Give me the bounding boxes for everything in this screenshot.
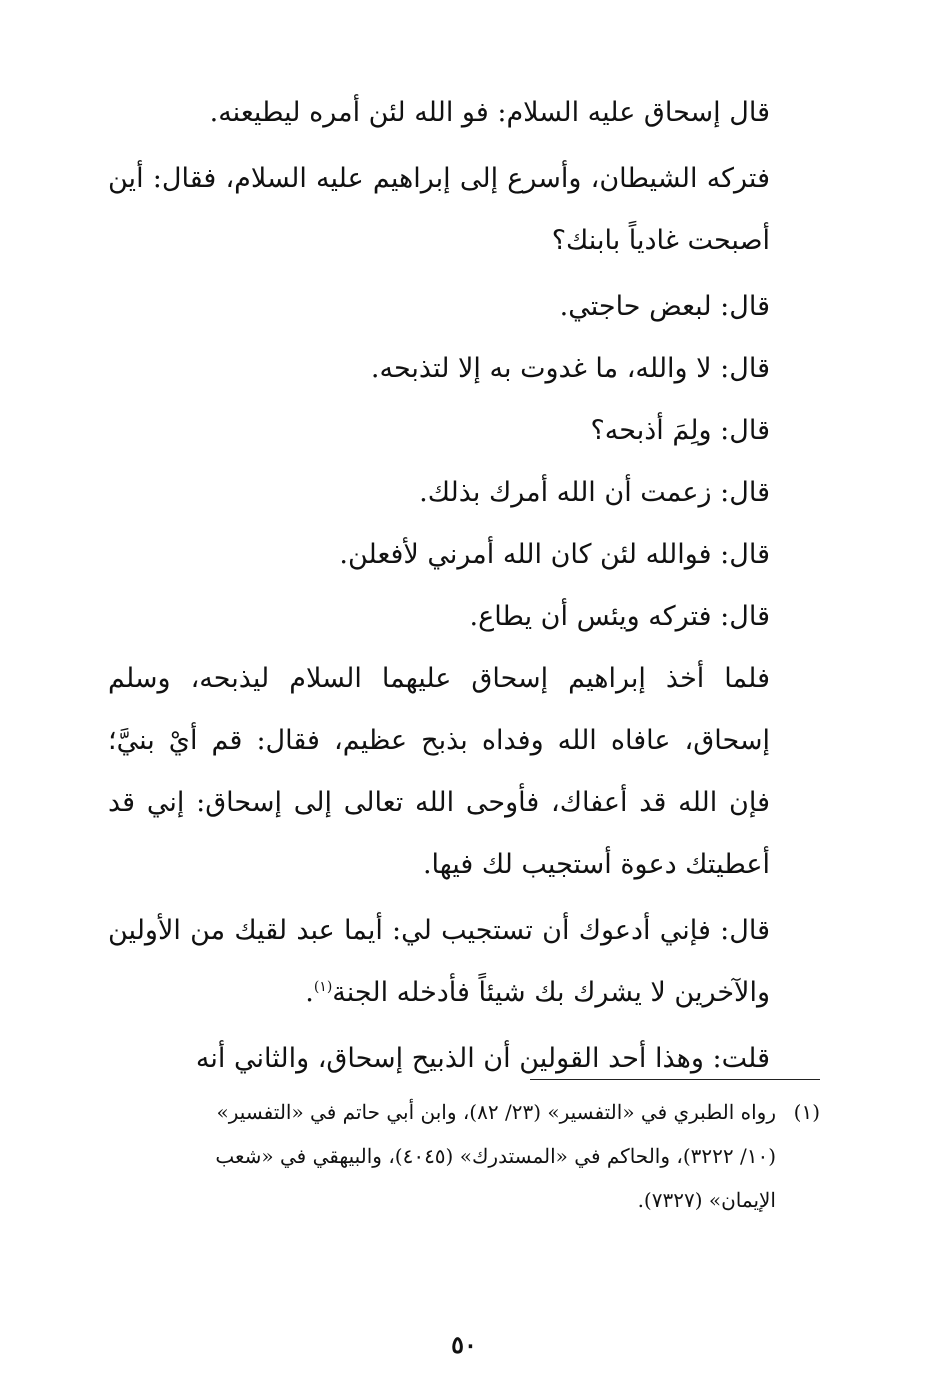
page-number: ٥٠ xyxy=(451,1330,477,1359)
paragraph-11: قلت: وهذا أحد القولين أن الذبيح إسحاق، والثاني أنه xyxy=(195,1043,770,1074)
paragraph-9: فلما أخذ إبراهيم إسحاق عليهما السلام ليذبحه، وسلم إسحاق، عافاه الله وفداه بذبح عظيم، فقال: قم أيْ بنيَّ؛ فإن الله قد أعفاك، فأوحى الله تعالى إلى إسحاق: إني قد أعطيتك دعوة أستجيب لك فيها. xyxy=(108,663,770,880)
paragraph-7: قال: فوالله لئن كان الله أمرني لأفعلن. xyxy=(339,539,770,570)
footnote-line-1 xyxy=(108,1090,820,1134)
paragraph-3: قال: لبعض حاجتي. xyxy=(559,291,770,322)
footnote-line-2: (١٠/ ٣٢٢٢)، والحاكم في «المستدرك» (٤٠٤٥)، والبيهقي في «شعب xyxy=(215,1144,776,1168)
paragraph-2: فتركه الشيطان، وأسرع إلى إبراهيم عليه السلام، فقال: أين أصبحت غادياً بابنك؟ xyxy=(108,163,770,256)
paragraph-10-text: قال: فإني أدعوك أن تستجيب لي: أيما عبد لقيك من الأولين والآخرين لا يشرك بك شيئاً فأدخله الجنة xyxy=(108,915,770,1008)
paragraph-10: قال: فإني أدعوك أن تستجيب لي: أيما عبد لقيك من الأولين والآخرين لا يشرك بك شيئاً فأدخله الجنة$^{(١)}$. xyxy=(108,915,770,1008)
paragraph-6: قال: زعمت أن الله أمرك بذلك. xyxy=(419,477,770,508)
book-page xyxy=(108,82,820,1359)
footnote xyxy=(108,1090,820,1222)
footnote-reference[interactable]: (١) xyxy=(313,979,333,995)
paragraph-8: قال: فتركه ويئس أن يطاع. xyxy=(469,601,770,632)
paragraph-5: قال: ولِمَ أذبحه؟ xyxy=(590,415,770,446)
paragraph-4: قال: لا والله، ما غدوت به إلا لتذبحه. xyxy=(370,353,770,384)
footnote-divider xyxy=(530,1079,820,1080)
footnote-number: (١) xyxy=(793,1100,820,1124)
footnote-line-3: الإيمان» (٧٣٢٧). xyxy=(637,1188,776,1212)
paragraph-1: قال إسحاق عليه السلام: فو الله لئن أمره ليطيعنه. xyxy=(209,97,770,128)
footnote-text-1: رواه الطبري في «التفسير» (٢٣/ ٨٢)، وابن أبي حاتم في «التفسير» xyxy=(216,1100,776,1124)
